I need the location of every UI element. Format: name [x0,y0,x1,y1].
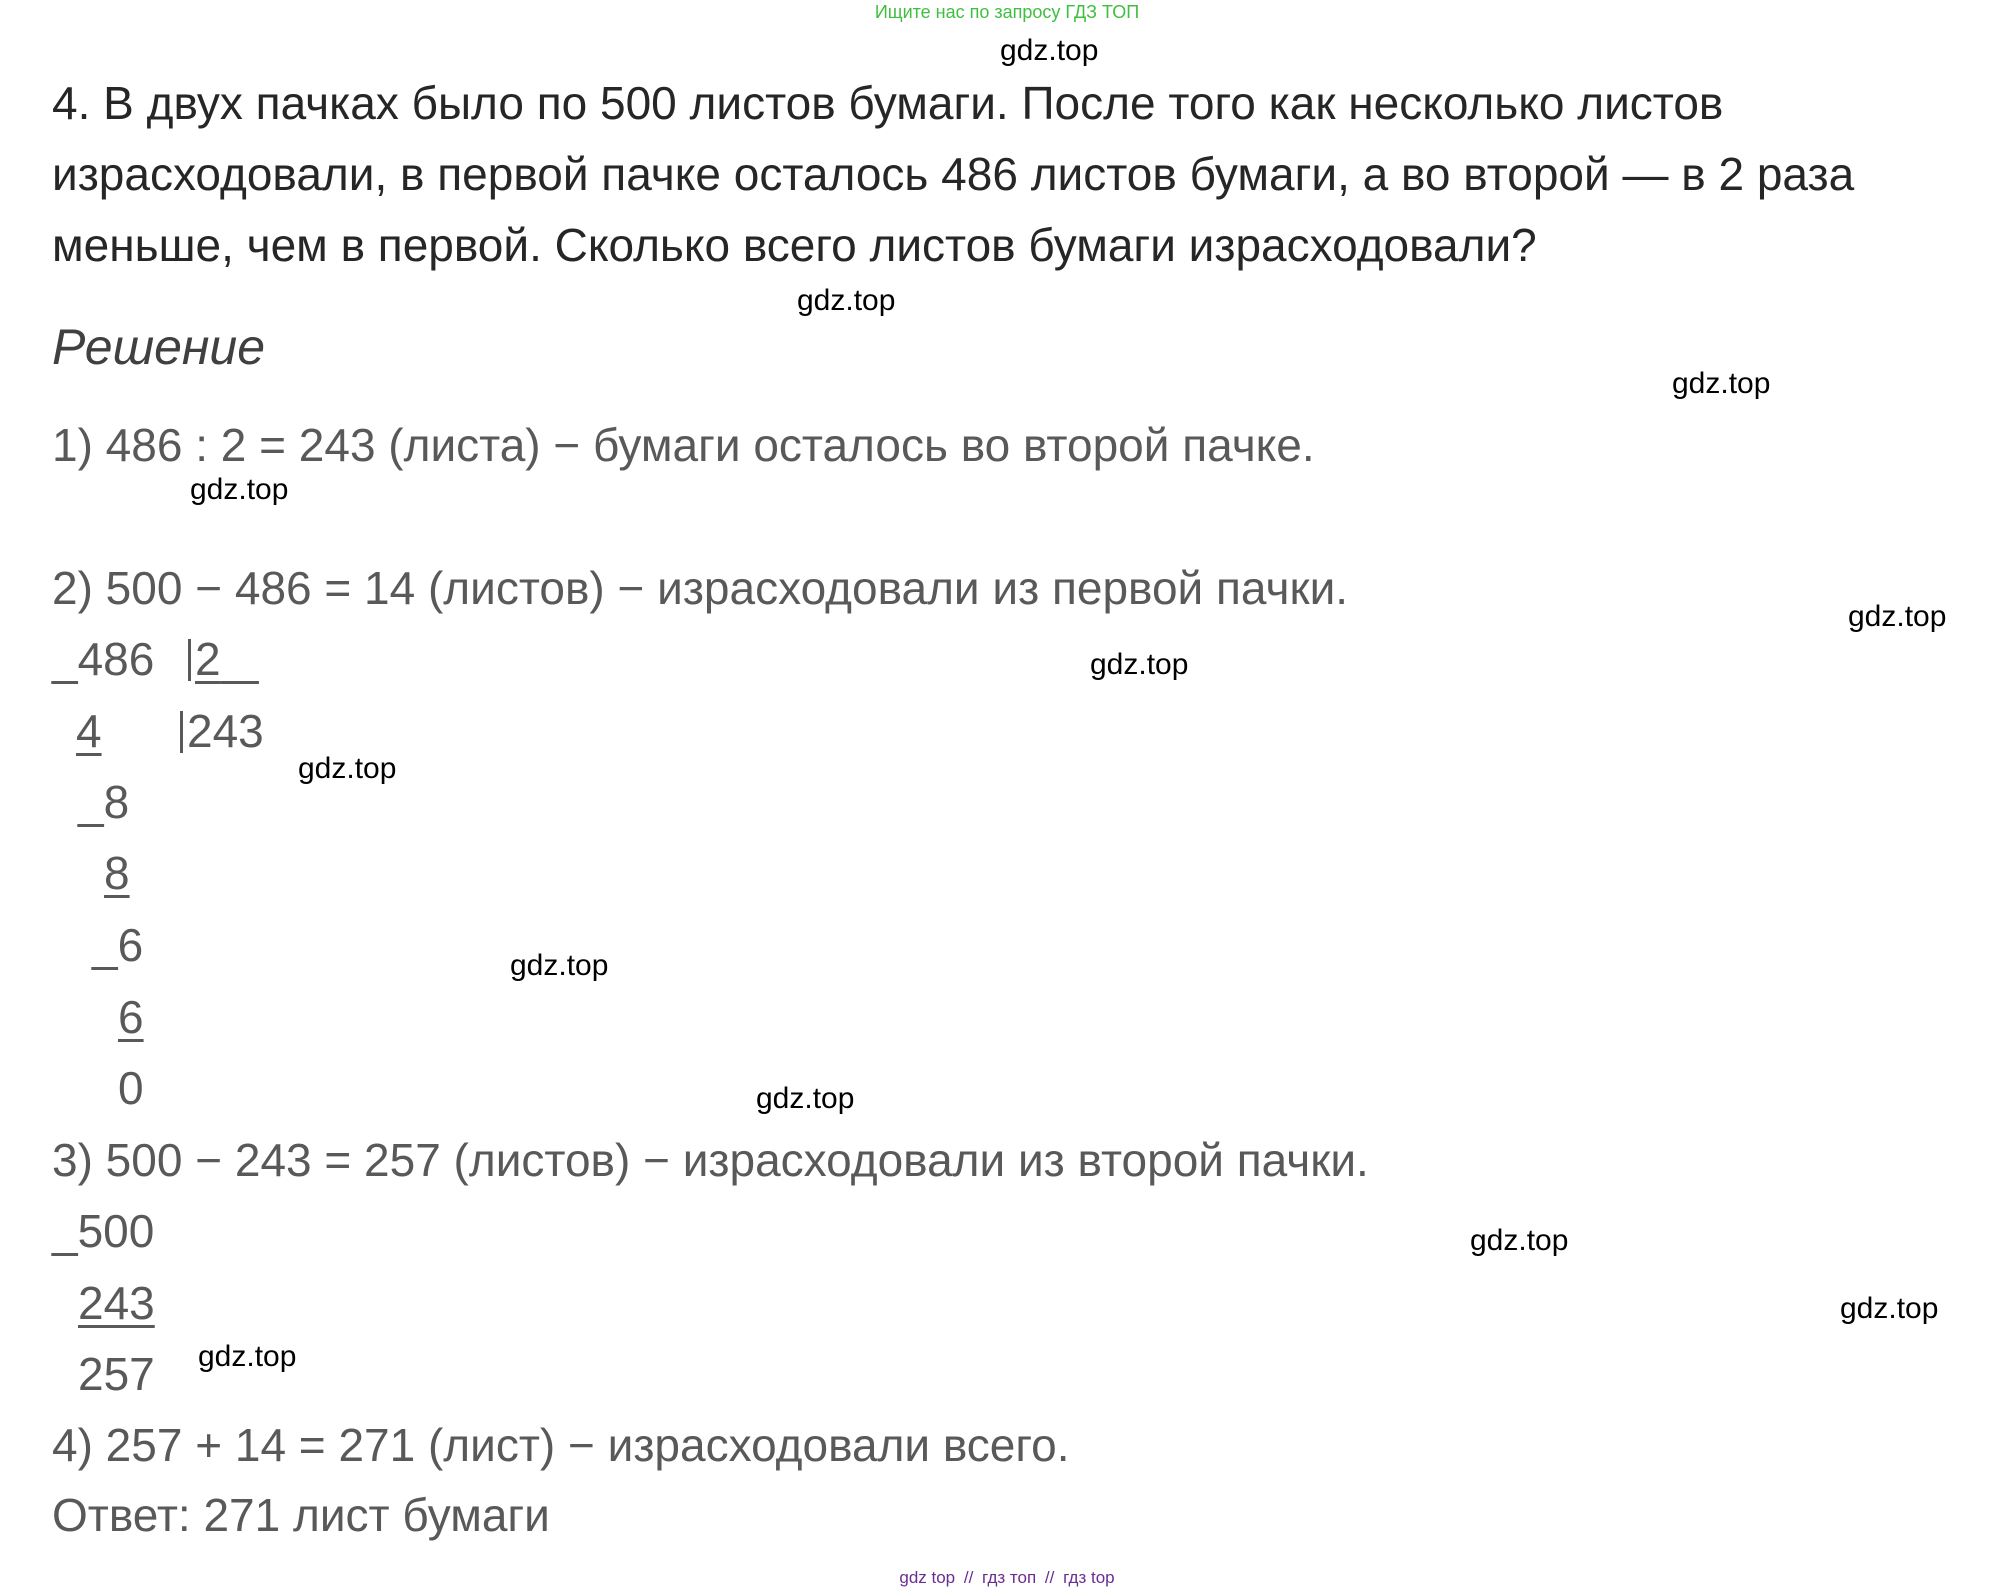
quotient: 243 [187,705,264,757]
subtraction-result: 257 [78,1348,155,1400]
division-quotient [180,704,264,758]
footer-separator: // [1044,1568,1055,1587]
answer-text: Ответ: 271 лист бумаги [52,1489,550,1541]
watermark: gdz.top [1000,34,1099,67]
watermark: gdz.top [298,752,397,785]
division-bar [188,639,191,681]
watermark: gdz.top [198,1340,297,1373]
watermark: gdz.top [1470,1224,1569,1257]
subtraction-minuend-row [52,1204,154,1258]
watermark: gdz.top [1672,367,1771,400]
minus-sign: _ [78,776,104,828]
division-row-6: 0 [118,1062,144,1114]
divisor-underline [221,633,259,685]
divisor: 2 [195,633,221,685]
dividend: 486 [77,633,155,685]
subtraction-subtrahend-row [78,1276,155,1330]
footer-link[interactable]: gdz top [899,1568,956,1587]
division-row-4: _6 [92,919,144,971]
division-row-2: _8 [78,776,130,828]
division-bar [180,711,183,753]
step-1: 1) 486 : 2 = 243 (листа) − бумаги осталось во второй пачке. [52,419,1315,471]
division-row-5: 6 [118,991,144,1043]
minuend: 500 [77,1205,155,1257]
footer-link[interactable]: гдз top [1063,1568,1115,1587]
watermark: gdz.top [797,284,896,317]
watermark: gdz.top [1840,1292,1939,1325]
watermark: gdz.top [510,949,609,982]
solution-heading: Решение [52,319,266,375]
minus-sign: _ [52,633,78,685]
watermark: gdz.top [1090,648,1189,681]
top-banner: Ищите нас по запросу ГДЗ ТОП [874,2,1140,22]
subtrahend: 243 [78,1277,155,1329]
step-3: 3) 500 − 243 = 257 (листов) − израсходовали из второй пачки. [52,1134,1369,1186]
minus-sign: _ [52,1205,78,1257]
watermark: gdz.top [1848,600,1947,633]
watermark: gdz.top [190,473,289,506]
task-text: 4. В двух пачках было по 500 листов бумаги. После того как несколько листов израсходовали, в первой пачке осталось 486 листов бумаги, а во второй — в 2 раза меньше, чем в первой. Сколько всего листов бумаги израсходовали? [52,77,1855,271]
division-dividend-row [52,632,154,686]
footer-separator: // [963,1568,974,1587]
step-4: 4) 257 + 14 = 271 (лист) − израсходовали всего. [52,1419,1070,1471]
subtraction-result-row [78,1347,155,1401]
minus-sign: _ [92,919,118,971]
footer-links [0,1568,2014,1588]
division-row-1: 4 [76,705,102,757]
footer-link[interactable]: гдз топ [982,1568,1037,1587]
division-divisor [188,632,259,686]
watermark: gdz.top [756,1082,855,1115]
division-row-3: 8 [104,847,130,899]
step-2: 2) 500 − 486 = 14 (листов) − израсходовали из первой пачки. [52,562,1349,614]
